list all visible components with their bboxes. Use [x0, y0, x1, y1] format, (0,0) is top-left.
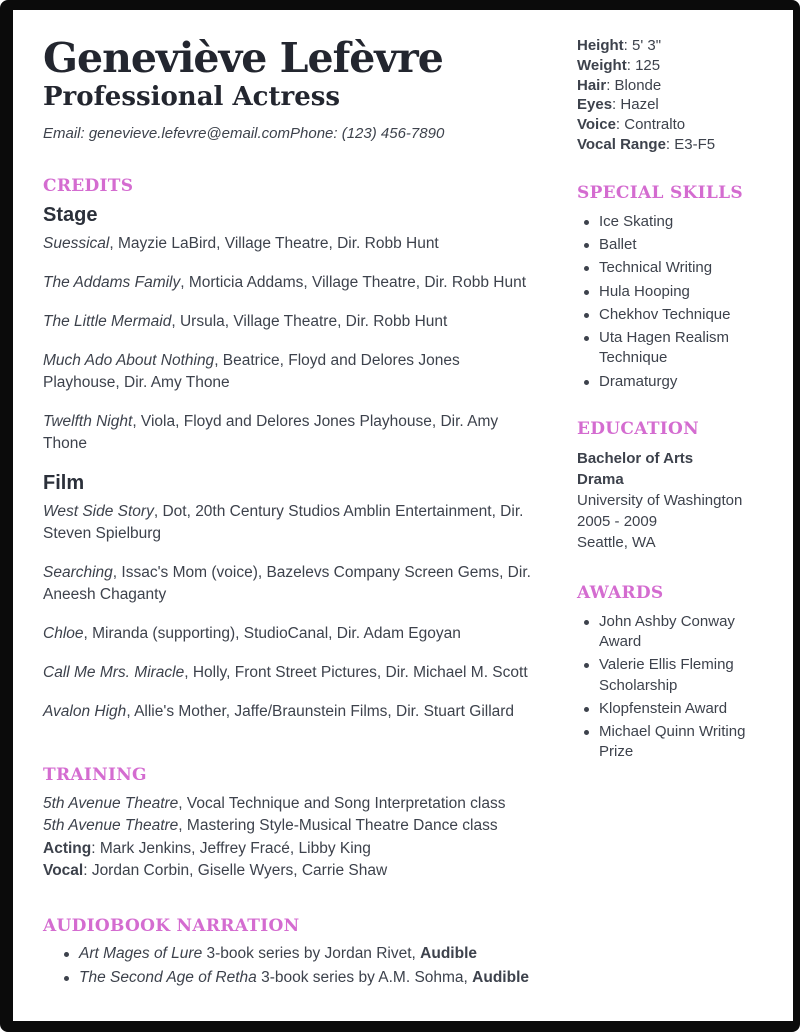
production-title: Much Ado About Nothing — [43, 351, 215, 369]
subsection-film: Film — [43, 471, 85, 494]
stage-credit-entry — [43, 411, 535, 455]
credit-details: , Viola, Floyd and Delores Jones Playhouse, Dir. Amy Thone — [43, 412, 499, 452]
stage-credit-entry — [43, 350, 535, 394]
awards-list — [577, 612, 773, 763]
production-title: The Addams Family — [43, 273, 181, 291]
film-credit-entry — [43, 701, 535, 723]
training-details: : Mark Jenkins, Jeffrey Fracé, Libby King — [91, 839, 371, 857]
book-title: Art Mages of Lure — [79, 944, 203, 962]
book-title: The Second Age of Retha — [79, 968, 257, 986]
film-credit-entry — [43, 623, 535, 645]
production-title: Suessical — [43, 234, 110, 252]
education-school: University of Washington — [577, 491, 743, 509]
production-title: Twelfth Night — [43, 412, 133, 430]
production-title: West Side Story — [43, 502, 154, 520]
education-location: Seattle, WA — [577, 533, 656, 551]
stat-value: Hazel — [620, 96, 659, 114]
stat-value: Contralto — [624, 116, 686, 134]
stage-credit-entry — [43, 311, 535, 333]
production-title: Searching — [43, 563, 113, 581]
production-title: Avalon High — [43, 702, 127, 720]
stat-label: Voice — [577, 116, 616, 134]
skill-item: Uta Hagen Realism Technique — [577, 328, 773, 369]
film-credit-entry — [43, 662, 535, 684]
section-heading-education: EDUCATION — [577, 418, 699, 439]
training-details: , Vocal Technique and Song Interpretation class — [178, 794, 506, 812]
training-category: Vocal — [43, 862, 84, 880]
stat-value: Blonde — [614, 76, 662, 94]
stat-separator: : — [626, 56, 636, 74]
credit-details: , Dot, 20th Century Studios Amblin Entertainment, Dir. Steven Spielburg — [43, 502, 524, 542]
education-major: Drama — [577, 470, 624, 488]
skill-item: Technical Writing — [577, 258, 773, 278]
resume-columns — [43, 36, 773, 992]
book-publisher: Audible — [472, 968, 530, 986]
stat-separator: : — [623, 37, 633, 54]
credit-details: , Holly, Front Street Pictures, Dir. Michael M. Scott — [184, 663, 528, 681]
credit-details: , Miranda (supporting), StudioCanal, Dir. Adam Egoyan — [83, 624, 461, 642]
phone-label: Phone: — [290, 124, 342, 142]
education-degree: Bachelor of Arts — [577, 449, 694, 467]
audiobook-list — [43, 944, 535, 989]
education-block — [577, 448, 773, 553]
training-details: : Jordan Corbin, Giselle Wyers, Carrie Shaw — [83, 862, 388, 880]
stat-value: 5' 3" — [632, 37, 662, 54]
skill-item: Chekhov Technique — [577, 305, 773, 325]
production-title: Call Me Mrs. Miracle — [43, 663, 185, 681]
education-years: 2005 - 2009 — [577, 512, 658, 530]
film-credit-entry — [43, 501, 535, 545]
stat-label: Height — [577, 37, 624, 54]
training-line — [43, 860, 535, 882]
credit-details: , Mayzie LaBird, Village Theatre, Dir. Robb Hunt — [109, 234, 439, 252]
stat-label: Vocal Range — [577, 135, 666, 153]
credit-details: , Morticia Addams, Village Theatre, Dir. Robb Hunt — [180, 273, 527, 291]
subsection-stage: Stage — [43, 203, 98, 226]
stat-label: Weight — [577, 56, 627, 74]
section-heading-credits: CREDITS — [43, 175, 134, 196]
stat-value: E3-F5 — [674, 135, 716, 153]
page-title: Geneviève Lefèvre — [43, 34, 443, 82]
film-credit-entry — [43, 562, 535, 606]
award-item: Klopfenstein Award — [577, 699, 773, 719]
right-column — [577, 36, 773, 992]
credit-details: , Beatrice, Floyd and Delores Jones Playhouse, Dir. Amy Thone — [43, 351, 460, 391]
stat-separator: : — [612, 96, 621, 114]
training-institution: 5th Avenue Theatre — [43, 794, 179, 812]
section-heading-audiobook: AUDIOBOOK NARRATION — [43, 915, 300, 936]
skill-item: Ice Skating — [577, 212, 773, 232]
skill-item: Hula Hooping — [577, 282, 773, 302]
physical-stats — [577, 36, 773, 155]
production-title: The Little Mermaid — [43, 312, 172, 330]
stat-separator: : — [606, 76, 615, 94]
stat-row — [577, 135, 773, 155]
stat-row — [577, 95, 773, 115]
production-title: Chloe — [43, 624, 84, 642]
book-details: 3-book series by Jordan Rivet, — [202, 944, 421, 962]
training-line — [43, 838, 535, 860]
stat-row — [577, 115, 773, 135]
job-title: Professional Actress — [43, 82, 341, 113]
award-item: John Ashby Conway Award — [577, 612, 773, 653]
stat-separator: : — [615, 116, 625, 134]
credit-details: , Allie's Mother, Jaffe/Braunstein Films, Dir. Stuart Gillard — [126, 702, 515, 720]
training-details: , Mastering Style-Musical Theatre Dance class — [178, 817, 498, 835]
training-line — [43, 793, 535, 815]
training-category: Acting — [43, 839, 92, 857]
stat-separator: : — [665, 135, 675, 153]
contact-line — [43, 125, 535, 142]
audiobook-item — [57, 968, 535, 989]
stat-label: Eyes — [577, 96, 613, 114]
stat-label: Hair — [577, 76, 607, 94]
award-item: Valerie Ellis Fleming Scholarship — [577, 655, 773, 696]
book-publisher: Audible — [420, 944, 478, 962]
credit-details: , Ursula, Village Theatre, Dir. Robb Hunt — [171, 312, 448, 330]
stat-row — [577, 56, 773, 76]
left-column — [43, 36, 535, 992]
stat-row — [577, 36, 773, 56]
stat-value: 125 — [635, 56, 661, 74]
book-details: 3-book series by A.M. Sohma, — [256, 968, 473, 986]
section-heading-special-skills: SPECIAL SKILLS — [577, 182, 743, 203]
skill-item: Dramaturgy — [577, 372, 773, 392]
credit-details: , Issac's Mom (voice), Bazelevs Company Screen Gems, Dir. Aneesh Chaganty — [43, 563, 531, 603]
email-label: Email: — [43, 124, 89, 142]
training-institution: 5th Avenue Theatre — [43, 817, 179, 835]
audiobook-item — [57, 944, 535, 965]
stage-credit-entry — [43, 272, 535, 294]
training-line — [43, 815, 535, 837]
section-heading-training: TRAINING — [43, 764, 147, 785]
phone-value: (123) 456-7890 — [341, 124, 445, 142]
email-value: genevieve.lefevre@email.com — [88, 124, 290, 142]
section-heading-awards: AWARDS — [577, 582, 664, 603]
award-item: Michael Quinn Writing Prize — [577, 722, 773, 763]
stat-row — [577, 76, 773, 96]
skills-list — [577, 212, 773, 392]
stage-credit-entry — [43, 233, 535, 255]
skill-item: Ballet — [577, 235, 773, 255]
